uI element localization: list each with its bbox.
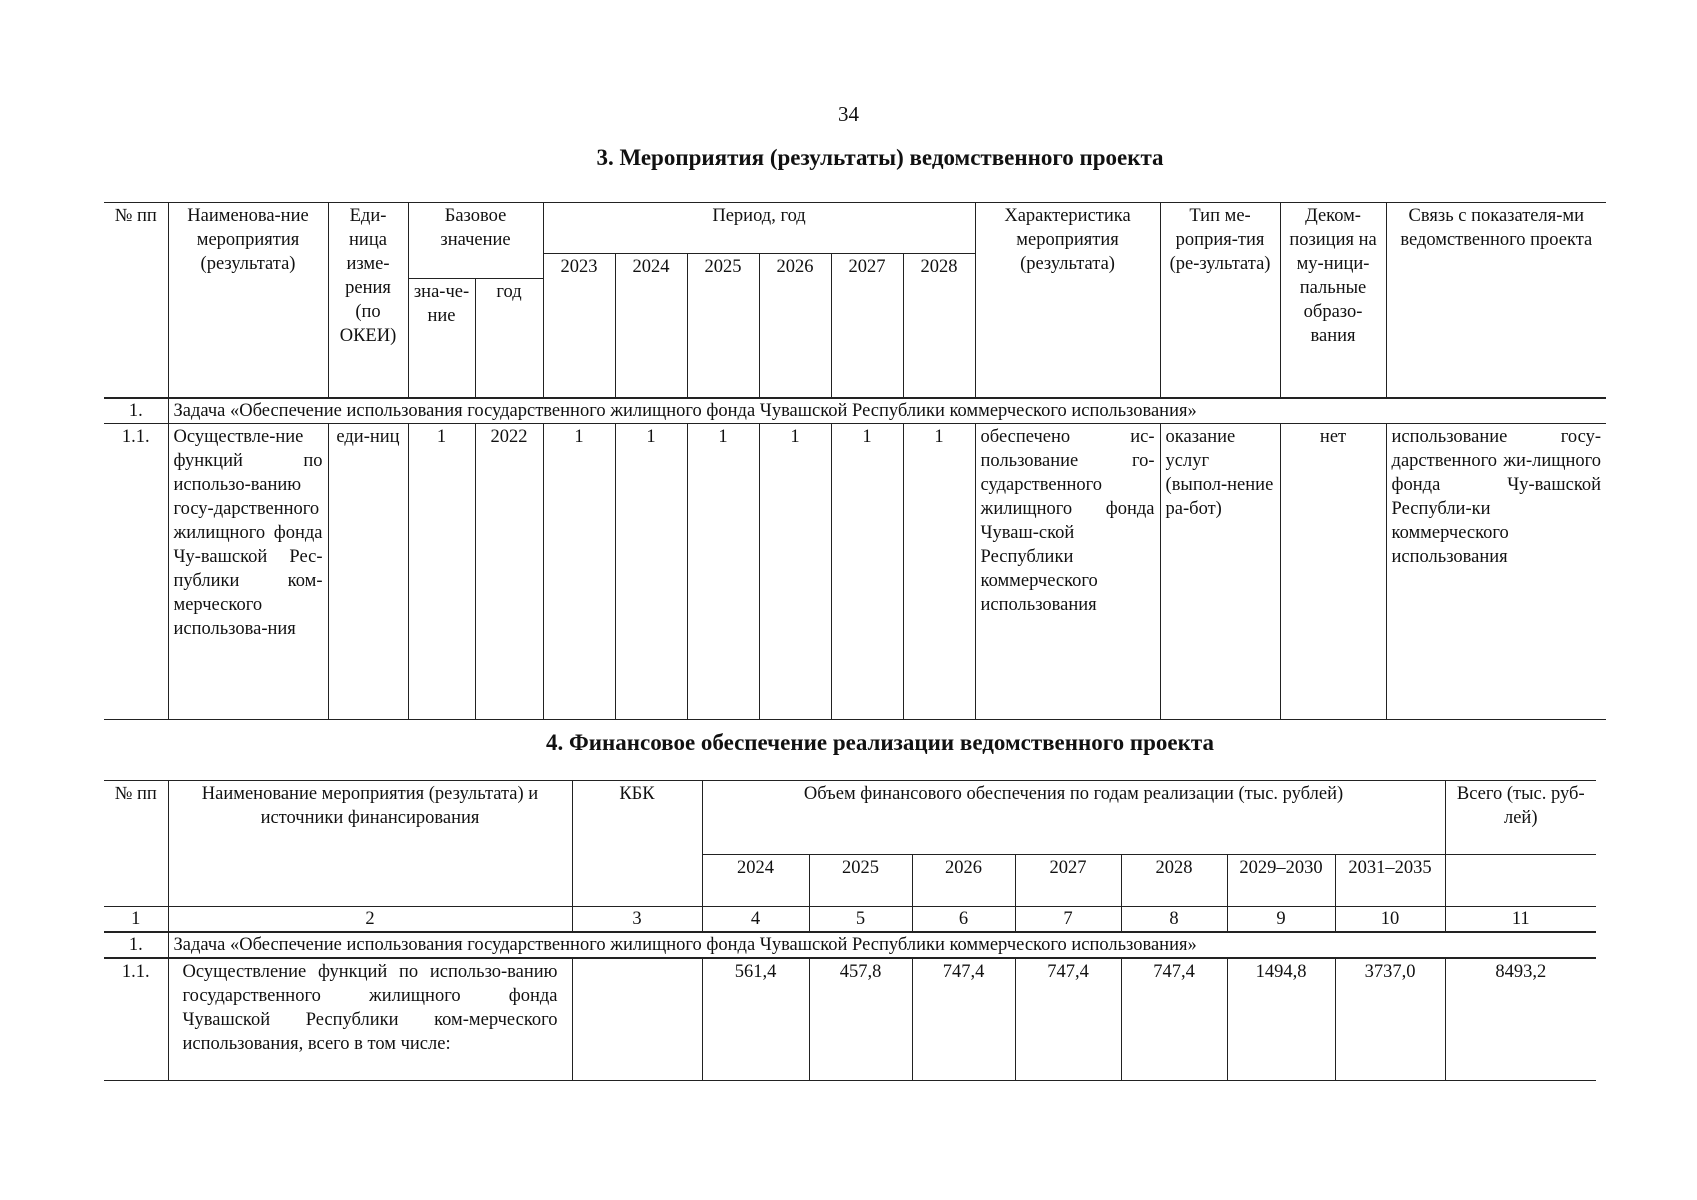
fin-row-value: 561,4 [702,958,809,1080]
column-number: 10 [1335,907,1445,933]
row-type: оказание услуг (выпол-нение ра-бот) [1160,424,1280,720]
header-base-year: год [475,278,543,398]
column-number: 3 [572,907,702,933]
activities-table [104,202,1606,720]
fin-row-num: 1.1. [104,958,168,1080]
header-year: 2024 [615,253,687,398]
column-number: 7 [1015,907,1121,933]
task-num: 1. [104,398,168,424]
row-value: 1 [615,424,687,720]
fin-row-value: 3737,0 [1335,958,1445,1080]
header-period: Период, год [543,203,975,254]
column-number: 5 [809,907,912,933]
header-link: Связь с показателя-ми ведомственного проекта [1386,203,1606,399]
fin-header-volume: Объем финансового обеспечения по годам реализации (тыс. рублей) [702,781,1445,855]
fin-row-name: Осуществление функций по использо-ванию государственного жилищного фонда Чувашской Республики ком-мерческого использования, всего в том числе: [168,958,572,1080]
fin-row-value: 747,4 [1015,958,1121,1080]
fin-header-year: 2027 [1015,855,1121,907]
header-year: 2026 [759,253,831,398]
header-unit: Еди-ница изме-рения (по ОКЕИ) [328,203,408,399]
fin-header-num: № пп [104,781,168,907]
row-base-value: 1 [408,424,475,720]
fin-header-kbk: КБК [572,781,702,907]
row-base-year: 2022 [475,424,543,720]
fin-row-value: 747,4 [1121,958,1227,1080]
header-type: Тип ме-роприя-тия (ре-зультата) [1160,203,1280,399]
page-number: 34 [838,102,859,126]
column-number: 2 [168,907,572,933]
header-num: № пп [104,203,168,399]
header-year: 2023 [543,253,615,398]
row-name: Осуществле-ние функций по использо-ванию госу-дарственного жилищного фонда Чу-вашской Рес-публики ком-мерческого использова-ния [168,424,328,720]
fin-header-year: 2025 [809,855,912,907]
row-link: использование госу-дарственного жи-лищного фонда Чу-вашской Республи-ки коммерческого использования [1386,424,1606,720]
header-characteristic: Характеристика мероприятия (результата) [975,203,1160,399]
header-name: Наименова-ние мероприятия (результата) [168,203,328,399]
header-year: 2027 [831,253,903,398]
fin-header-year: 2031–2035 [1335,855,1445,907]
fin-row-value: 1494,8 [1227,958,1335,1080]
column-number: 6 [912,907,1015,933]
task-text: Задача «Обеспечение использования государственного жилищного фонда Чувашской Республики коммерческого использования» [168,398,1606,424]
section-3-title: 3. Мероприятия (результаты) ведомственного проекта [596,145,1164,170]
fin-row-value: 457,8 [809,958,912,1080]
fin-header-year: 2028 [1121,855,1227,907]
row-value: 1 [543,424,615,720]
fin-row-total: 8493,2 [1445,958,1596,1080]
fin-row-value: 747,4 [912,958,1015,1080]
fin-header-total-spacer [1445,855,1596,907]
header-base: Базовое значение [408,203,543,254]
column-number: 4 [702,907,809,933]
fin-task-text: Задача «Обеспечение использования государственного жилищного фонда Чувашской Республики коммерческого использования» [168,932,1596,958]
row-value: 1 [903,424,975,720]
column-number: 1 [104,907,168,933]
column-number: 9 [1227,907,1335,933]
header-year: 2025 [687,253,759,398]
fin-task-num: 1. [104,932,168,958]
row-unit: еди-ниц [328,424,408,720]
column-number: 11 [1445,907,1596,933]
row-value: 1 [759,424,831,720]
row-num: 1.1. [104,424,168,720]
row-decomposition: нет [1280,424,1386,720]
row-characteristic: обеспечено ис-пользование го-сударственного жилищного фонда Чуваш-ской Республики коммерческого использования [975,424,1160,720]
header-base-value: зна-че-ние [408,278,475,398]
fin-header-total: Всего (тыс. руб-лей) [1445,781,1596,855]
header-year: 2028 [903,253,975,398]
fin-row-kbk [572,958,702,1080]
header-decomposition: Деком-позиция на му-ници-пальные образо-вания [1280,203,1386,399]
row-value: 1 [831,424,903,720]
row-value: 1 [687,424,759,720]
fin-header-name: Наименование мероприятия (результата) и источники финансирования [168,781,572,907]
fin-header-year: 2029–2030 [1227,855,1335,907]
column-number: 8 [1121,907,1227,933]
header-base-spacer [408,253,543,278]
financing-table [104,780,1596,1081]
section-4-title: 4. Финансовое обеспечение реализации ведомственного проекта [546,730,1214,755]
fin-header-year: 2026 [912,855,1015,907]
fin-header-year: 2024 [702,855,809,907]
